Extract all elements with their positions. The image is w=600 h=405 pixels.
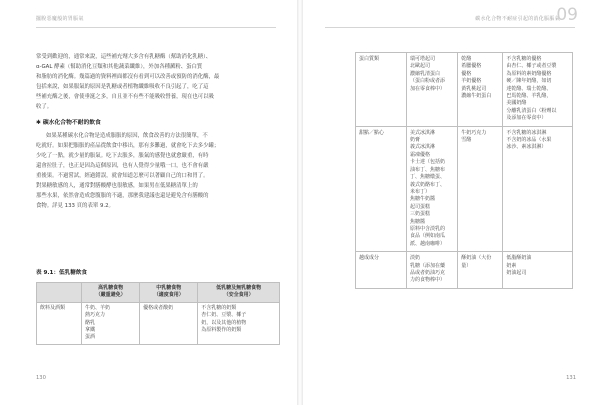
cell-line: 三奶蛋糕 [410, 211, 431, 218]
cell-line: 乳糖（添加在藥 [410, 262, 446, 269]
cell-line: 焦糖牛奶醬 [410, 196, 436, 203]
cell-line: （蛋白粉或者添 [410, 78, 446, 85]
low-cell [503, 126, 573, 252]
category-cell: 越成成分 [356, 252, 407, 289]
header-text: 低乳糖及無乳糖食物 （安全食用） [216, 285, 262, 299]
cell-line: 硬／陳年奶酪，如切 [506, 78, 552, 85]
left-page-number: 130 [36, 375, 46, 381]
medium-cell [140, 302, 198, 344]
intro-paragraph [36, 52, 276, 112]
cell-line: 杏仁奶、豆漿、椰子 [201, 312, 247, 319]
cell-line: 不含乳糖的優格 [506, 56, 542, 62]
cell-line: 及添加在零食中） [506, 115, 547, 122]
table-row [356, 53, 573, 127]
body-line: 吃就好。如果把脹脹的產品從飲食中移出，那有多難過，就會吃下去多少罐； [36, 143, 220, 149]
cell-line: 羊奶優格 [461, 78, 482, 85]
body-line: 食物。詳見 133 頁的表單 9.2。 [36, 203, 114, 209]
cell-line: 優格 [461, 70, 472, 77]
cell-line: 為原料製作的奶類 [201, 327, 242, 334]
body-line: 重後果。不過嘗試，經過錯誤，就會知道怎麼可以著顧自己的口和胃了。 [36, 173, 209, 179]
cell-line: 分離乳清蛋白（粉劑以 [506, 107, 557, 114]
cell-line: 希臘優格 [461, 63, 482, 70]
cell-line: 食品（例如南瓜 [410, 233, 446, 240]
high-cell [407, 53, 458, 127]
cell-line: 酪乳 [85, 319, 96, 326]
section-paragraph [36, 131, 276, 211]
cell-line: 北歐起司 [410, 63, 431, 70]
left-running-head: 擺脫惡魔般的胃脹氣 [36, 16, 84, 22]
cell-line: 美式冰淇淋 [410, 129, 436, 136]
body-line: 些補充酶之後，會使垂涎之多，自且並不有些不能吸收營養，現在也可以吸 [36, 94, 214, 100]
header-text: 高乳糖食物 （嚴重避免） [95, 285, 126, 299]
table-row [37, 302, 280, 344]
cell-line: 霜凍優格 [410, 151, 431, 158]
cell-line: 米布丁） [410, 188, 431, 195]
lactose-table-left [36, 282, 280, 345]
cell-line: 油布丁、焦糖布 [410, 166, 446, 173]
low-cell [503, 252, 573, 289]
body-line: 對果糖敏感的人，通常對膳酸酵也很敏感，如果男在低果糖清單上的 [36, 183, 198, 189]
medium-cell [458, 126, 503, 252]
high-cell [82, 302, 140, 344]
right-page [303, 0, 600, 405]
table-row [356, 126, 573, 252]
low-cell [198, 302, 280, 344]
cell-line: 濃縮牛奶蛋白 [461, 93, 492, 100]
cell-line: 奶素 [506, 262, 517, 269]
body-line: 和脂肪的消化酶。幾篇過的資料裡面都沒有看到可以改善或預防的消化酶，最 [36, 74, 220, 80]
cell-line: 力的食物棒中） [410, 277, 446, 284]
cell-line: 卡士達（包括奶 [410, 159, 446, 166]
cell-line: 巴馬乾酪、羊乳酪， [506, 93, 552, 100]
table-caption: 表 9.1：低乳糖飲食 [36, 270, 88, 276]
cell-line: 雪酪 [461, 137, 472, 144]
left-page [0, 0, 297, 405]
cell-line: 焦糖醬 [410, 218, 426, 225]
cell-line: 達乾酪、瑞士乾酪、 [506, 85, 552, 92]
category-cell: 蛋白質類 [356, 53, 407, 127]
cell-line: 加在零食棒中） [410, 85, 446, 92]
body-line: 包括來說，如果服氣的原因是乳糖或者植物纖維吸收不良引起了，吃了這 [36, 84, 209, 90]
category-cell: 飲料及酒類 [37, 302, 82, 344]
left-body-text [36, 52, 276, 211]
cell-line: 不含乳糖的奶類 [201, 304, 237, 311]
cell-line: 量） [461, 262, 472, 269]
cell-line: 由杏仁、椰子或者豆漿 [506, 63, 557, 70]
category-cell: 甜點／點心 [356, 126, 407, 252]
cell-line: 美國奶酪 [506, 100, 527, 107]
low-cell [503, 53, 573, 127]
cell-line: 冰沙、素冰淇淋） [506, 144, 547, 151]
table-header-row [37, 283, 280, 303]
body-line: 常受到歡迎的，通常來說，這些補充劑大多含有乳糖酶（幫助消化乳糖）、 [36, 54, 212, 60]
cell-line: 品或者奶油巧克 [410, 269, 446, 276]
table-row [356, 252, 573, 289]
high-cell [407, 252, 458, 289]
cell-line: 蛋酒 [85, 334, 96, 341]
right-header-rule [325, 27, 575, 28]
cell-line: 丁、焦糖燉蛋、 [410, 174, 446, 181]
cell-line: 低脂酥奶油 [506, 255, 532, 262]
cell-line: 牛奶巧克力 [461, 129, 487, 136]
left-header-rule [36, 27, 276, 28]
cell-line: 義式奶酪布丁、 [410, 181, 446, 188]
lactose-table-right [355, 52, 573, 289]
section-heading: ✱ 碳水化合物不耐的飲食 [36, 120, 101, 126]
medium-cell [458, 252, 503, 289]
cell-line: 奶膏 [410, 137, 421, 144]
body-line: 少吃了一點，就少量的脹氣。吃下去脹多，脹氣的感覺也就愈嚴重，有時 [36, 153, 209, 159]
header-cell-high [82, 283, 140, 303]
cell-line: 派、越南咖啡） [410, 240, 446, 247]
cell-line: 拿鐵 [85, 327, 96, 334]
cell-line: 原料中含淡乳的 [410, 225, 446, 232]
header-cell-empty [37, 283, 82, 303]
cell-line: 瑞可塔起司 [410, 56, 436, 62]
cell-line: 奶，以及其他的植物 [201, 319, 247, 326]
cell-line: 為原料的素奶酪優格 [506, 70, 552, 77]
cell-line: 不含奶的冰品（水果 [506, 137, 552, 144]
cell-line: 熱巧克力 [85, 312, 106, 319]
cell-line: 淡奶 [410, 255, 421, 262]
cell-line: 起司蛋糕 [410, 203, 431, 210]
high-cell [407, 126, 458, 252]
cell-line: 濃縮乳清蛋白 [410, 70, 441, 77]
cell-line: 乾酪 [461, 56, 472, 62]
medium-cell [458, 53, 503, 127]
body-line: α-GAL 酵素（幫助消化豆類和其他蔬菜纖維），外加各種澱粉、蛋白質 [36, 64, 203, 70]
right-page-number: 131 [566, 375, 576, 381]
cell-line: 優格或者酸奶 [143, 304, 174, 311]
body-line: 那些水果，依然會造成您腹脹的不適，那麼我建議也還是避免含有膳酸的 [36, 193, 209, 199]
cell-line: 牛奶、羊奶 [85, 304, 111, 311]
cell-line: 黃乳桃起司 [461, 85, 487, 92]
cell-line: 不含乳糖的冰淇淋 [506, 129, 547, 136]
cell-line: 酥奶油（大份 [461, 255, 492, 262]
cell-line: 義式冰淇淋 [410, 144, 436, 151]
header-text: 中乳糖食物 （適度食用） [153, 285, 184, 299]
body-line: 還會拉肚子，也正是因為這個原因，也有人覺得少量哦一口，也不會有嚴 [36, 163, 209, 169]
cell-line: 奶油起司 [506, 269, 527, 276]
right-running-head: 碳水化合物不耐症引起的消化脹脹氣 [475, 16, 560, 22]
body-line: 如果某種碳水化合物是造成脹脹的原因，飲食改善的方法很簡單，不 [46, 133, 208, 139]
header-cell-low [198, 283, 280, 303]
header-cell-medium [140, 283, 198, 303]
chapter-number: 09 [556, 5, 578, 25]
body-line: 收了。 [36, 104, 53, 110]
